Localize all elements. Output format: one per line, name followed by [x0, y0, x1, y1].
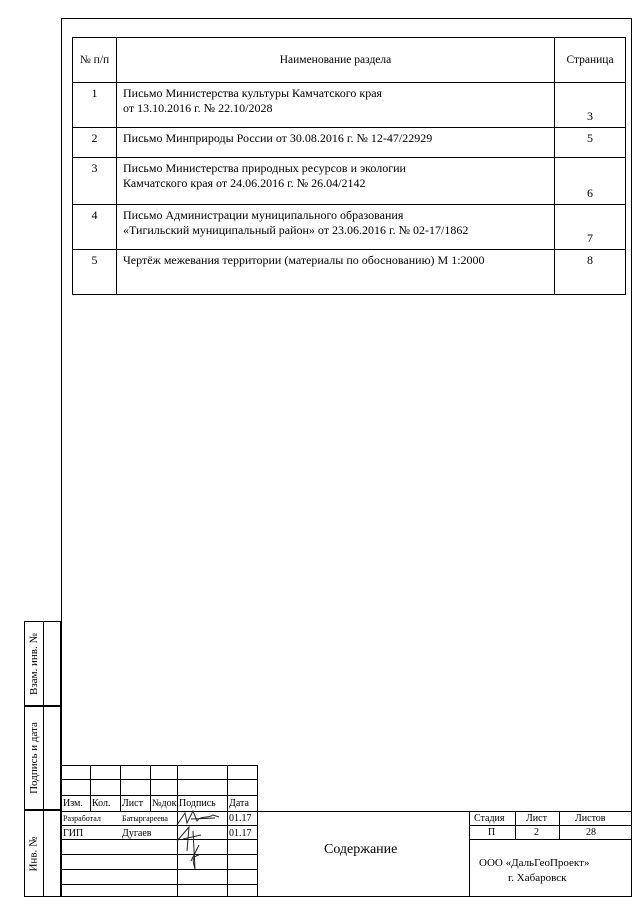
side-label-vzam: Взам. инв. №	[28, 632, 40, 695]
side-box-inv	[24, 810, 61, 897]
col-header-date: Дата	[229, 798, 249, 809]
col-header-kol: Кол.	[92, 798, 111, 809]
sheets-header: Листов	[575, 813, 606, 824]
date-chief: 01.17	[229, 828, 252, 839]
sheets-value: 28	[586, 827, 596, 838]
col-header-list: Лист	[122, 798, 143, 809]
company-city: г. Хабаровск	[508, 872, 567, 884]
row-title	[117, 250, 555, 295]
row-num: 2	[73, 128, 117, 158]
table-row	[73, 128, 626, 158]
col-header-ndok: №док	[152, 798, 177, 809]
role-chief: ГИП	[63, 828, 84, 839]
row-num: 1	[73, 83, 117, 128]
table-row	[73, 158, 626, 205]
row-num: 3	[73, 158, 117, 205]
row-title	[117, 158, 555, 205]
contents-table	[72, 37, 626, 295]
side-box-podpis	[24, 706, 61, 810]
row-title	[117, 205, 555, 250]
row-title-line: Письмо Министерства культуры Камчатского края	[123, 86, 383, 100]
sheet-header: Лист	[526, 813, 547, 824]
row-page: 8	[555, 250, 626, 295]
date-developer: 01.17	[229, 813, 252, 824]
sheet-value: 2	[534, 827, 539, 838]
table-header-row	[73, 38, 626, 83]
stage-value: П	[488, 827, 496, 838]
col-header-izm: Изм.	[63, 798, 83, 809]
row-title-line: Письмо Администрации муниципального образования	[123, 208, 404, 222]
row-title-line: Камчатского края от 24.06.2016 г. № 26.04/2142	[123, 176, 366, 190]
title-block	[61, 765, 632, 897]
row-title	[117, 128, 555, 158]
row-page: 5	[555, 128, 626, 158]
header-title: Наименование раздела	[117, 38, 555, 83]
header-page: Страница	[555, 38, 626, 83]
signature-chief	[169, 821, 219, 873]
stage-header: Стадия	[474, 813, 505, 824]
name-chief: Дугаев	[122, 828, 152, 839]
role-developer: Разработал	[63, 814, 101, 823]
side-label-podpis: Подпись и дата	[28, 722, 40, 794]
row-page: 7	[555, 205, 626, 250]
name-developer: Батыргареева	[122, 814, 168, 823]
row-title-line: Письмо Минприроды России от 30.08.2016 г. № 12-47/22929	[123, 131, 433, 145]
side-box-vzam	[24, 621, 61, 706]
table-row	[73, 250, 626, 295]
table-row	[73, 205, 626, 250]
table-row	[73, 83, 626, 128]
header-num: № п/п	[73, 38, 117, 83]
row-title-line: Чертёж межевания территории (материалы по обоснованию) М 1:2000	[123, 253, 485, 267]
row-page: 6	[555, 158, 626, 205]
row-num: 5	[73, 250, 117, 295]
row-title	[117, 83, 555, 128]
row-page: 3	[555, 83, 626, 128]
side-label-inv: Инв. №	[28, 835, 40, 872]
col-header-signature: Подпись	[179, 798, 216, 809]
company-name: ООО «ДальГеоПроект»	[479, 857, 590, 869]
document-title: Содержание	[324, 842, 398, 857]
row-num: 4	[73, 205, 117, 250]
row-title-line: Письмо Министерства природных ресурсов и экологии	[123, 161, 406, 175]
row-title-line: от 13.10.2016 г. № 22.10/2028	[123, 101, 273, 115]
row-title-line: «Тигильский муниципальный район» от 23.06.2016 г. № 02-17/1862	[123, 223, 469, 237]
